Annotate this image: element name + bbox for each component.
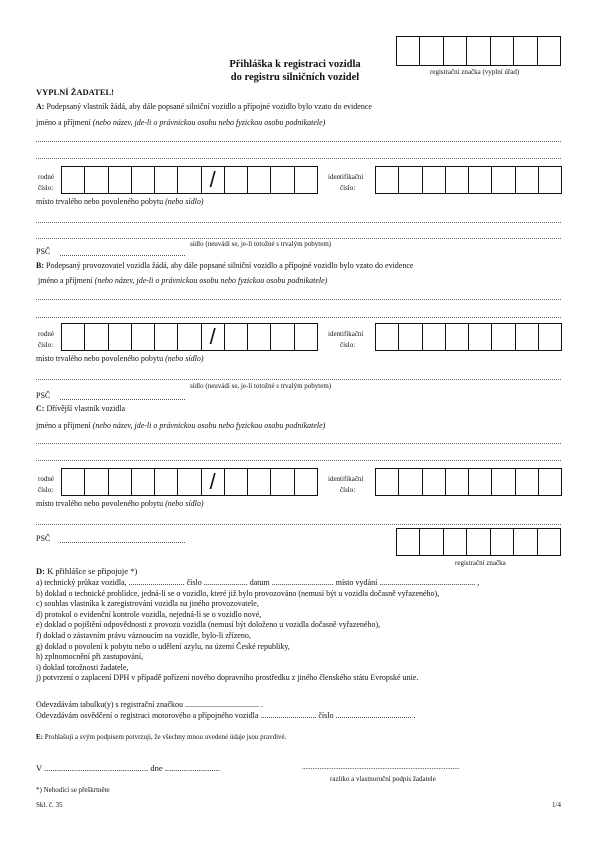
- slash-separator: /: [209, 324, 216, 349]
- section-b-address-line-1[interactable]: [36, 379, 561, 380]
- plate-cell[interactable]: [491, 37, 514, 65]
- digit-cell[interactable]: [469, 324, 492, 350]
- digit-cell[interactable]: [155, 324, 178, 350]
- section-b-address-label: [36, 354, 204, 363]
- digit-cell[interactable]: [539, 167, 561, 193]
- section-b-name-label: [38, 276, 327, 285]
- birth-label-line1: rodné: [38, 173, 54, 181]
- digit-cell[interactable]: [225, 469, 248, 495]
- address-note: (nebo sídlo): [165, 354, 204, 363]
- section-a-letter: A:: [36, 102, 45, 111]
- section-c-address-line-1[interactable]: [36, 524, 561, 525]
- digit-cell[interactable]: [85, 469, 108, 495]
- digit-cell[interactable]: [423, 324, 446, 350]
- section-c-birth-number-boxes[interactable]: [61, 468, 318, 496]
- digit-cell[interactable]: [492, 469, 515, 495]
- digit-cell[interactable]: [399, 469, 422, 495]
- section-c-letter: C:: [36, 404, 45, 413]
- digit-cell[interactable]: [446, 167, 469, 193]
- address-label: místo trvalého nebo povoleného pobytu: [36, 197, 164, 206]
- section-c-address-label: [36, 499, 204, 508]
- digit-cell[interactable]: [62, 167, 85, 193]
- plate-cell[interactable]: [467, 529, 490, 555]
- digit-cell[interactable]: [516, 469, 539, 495]
- section-e-declaration: [36, 733, 286, 741]
- birth-label-line2: číslo:: [38, 184, 54, 192]
- section-a-intro-text: Podepsaný vlastník žádá, aby dále popsané silniční vozidlo a přípojné vozidlo bylo vzato do evidence: [46, 102, 372, 111]
- slash-separator: /: [209, 167, 216, 192]
- registration-plate-boxes-top[interactable]: [396, 36, 561, 66]
- section-b-id-number-boxes[interactable]: [375, 323, 562, 351]
- digit-cell[interactable]: [376, 167, 399, 193]
- section-a-birth-number-boxes[interactable]: [61, 166, 318, 194]
- digit-cell[interactable]: [492, 324, 515, 350]
- name-label: jméno a příjmení: [36, 421, 91, 430]
- digit-cell[interactable]: [132, 469, 155, 495]
- applicant-fill-notice: VYPLNÍ ŽADATEL!: [36, 87, 115, 97]
- digit-cell[interactable]: [539, 469, 561, 495]
- digit-cell[interactable]: [271, 167, 294, 193]
- birth-label-line2: číslo:: [38, 486, 54, 494]
- plate-cell[interactable]: [538, 529, 560, 555]
- digit-cell[interactable]: [295, 324, 317, 350]
- id-label-line1: identifikační: [328, 330, 364, 338]
- slash-cell: [202, 324, 225, 350]
- attachment-item-g[interactable]: g) doklad o povolení k pobytu nebo o udělení azylu, na území České republiky,: [36, 641, 290, 651]
- section-d-heading: [36, 566, 137, 576]
- digit-cell[interactable]: [109, 469, 132, 495]
- section-a-name-line-2[interactable]: [36, 158, 561, 159]
- birth-number-label: [38, 474, 54, 496]
- address-label: místo trvalého nebo povoleného pobytu: [36, 354, 164, 363]
- attachment-item-i[interactable]: i) doklad totožnosti žadatele,: [36, 662, 129, 672]
- id-number-label: [328, 474, 363, 496]
- digit-cell[interactable]: [295, 167, 317, 193]
- section-b-letter: B:: [36, 261, 44, 270]
- digit-cell[interactable]: [248, 469, 271, 495]
- registration-plate-boxes-previous[interactable]: [396, 528, 561, 556]
- section-a-psc-label: PSČ: [36, 247, 51, 256]
- id-label-line2: číslo:: [340, 486, 356, 494]
- plate-cell[interactable]: [514, 529, 537, 555]
- digit-cell[interactable]: [271, 324, 294, 350]
- registration-plate-label-previous: registrační značka: [455, 559, 506, 567]
- id-label-line2: číslo:: [340, 341, 356, 349]
- digit-cell[interactable]: [178, 167, 201, 193]
- registration-plate-label: registrační značka (vyplní úřad): [430, 68, 520, 76]
- digit-cell[interactable]: [178, 324, 201, 350]
- plate-cell[interactable]: [420, 37, 443, 65]
- slash-cell: [202, 167, 225, 193]
- name-label: jméno a příjmení: [38, 276, 93, 285]
- section-b-seat-note: sídlo (neuvádí se, je-li totožné s trvalým pobytem): [190, 382, 332, 390]
- plate-cell[interactable]: [397, 529, 420, 555]
- attachment-item-h[interactable]: h) zplnomocnění při zastupování,: [36, 652, 144, 662]
- page-number: 1/4: [552, 801, 561, 809]
- digit-cell[interactable]: [132, 324, 155, 350]
- birth-label-line2: číslo:: [38, 341, 54, 349]
- id-number-label: [328, 329, 363, 351]
- digit-cell[interactable]: [399, 324, 422, 350]
- digit-cell[interactable]: [492, 167, 515, 193]
- slash-separator: /: [209, 469, 216, 494]
- attachment-item-f[interactable]: f) doklad o zástavním právu váznoucím na vozidle, bylo-li zřízeno,: [36, 630, 251, 640]
- place-and-date-field[interactable]: V ................................................. dne ..........................: [36, 763, 221, 773]
- plate-cell[interactable]: [420, 529, 443, 555]
- digit-cell[interactable]: [516, 167, 539, 193]
- birth-label-line1: rodné: [38, 330, 54, 338]
- plate-cell[interactable]: [514, 37, 537, 65]
- id-number-label: [328, 172, 363, 194]
- digit-cell[interactable]: [295, 469, 317, 495]
- plate-cell[interactable]: [444, 529, 467, 555]
- digit-cell[interactable]: [225, 324, 248, 350]
- section-b-intro: [36, 261, 413, 270]
- section-a-address-label: [36, 197, 204, 206]
- attachment-item-j[interactable]: j) potvrzení o zaplacení DPH v případě pořízení nového dopravního prostředku z jiného členského státu Evropské unie.: [36, 673, 419, 683]
- address-label: místo trvalého nebo povoleného pobytu: [36, 499, 164, 508]
- attachment-item-e[interactable]: e) doklad o pojištění odpovědnosti z provozu vozidla (nemusí být doloženo u vozidla dočasně vyřazeného),: [36, 620, 381, 630]
- section-a-name-line-1[interactable]: [36, 141, 561, 142]
- plate-cell[interactable]: [538, 37, 560, 65]
- section-a-seat-note: sídlo (neuvádí se, je-li totožné s trvalým pobytem): [190, 240, 332, 248]
- section-b-psc-field[interactable]: [60, 399, 185, 400]
- digit-cell[interactable]: [423, 167, 446, 193]
- plate-cell[interactable]: [397, 37, 420, 65]
- signature-line[interactable]: ..........................................................................................: [302, 763, 460, 771]
- plate-cell[interactable]: [467, 37, 490, 65]
- name-note: (nebo název, jde-li o právnickou osobu nebo fyzickou osobu podnikatele): [92, 421, 326, 430]
- name-note: (nebo název, jde-li o právnickou osobu nebo fyzickou osobu podnikatele): [94, 276, 328, 285]
- id-label-line1: identifikační: [328, 173, 364, 181]
- attachment-item-b[interactable]: b) doklad o technické prohlídce, jedná-li se o vozidlo, které již bylo provozováno (nemusí být u vozidla dočasně vyřazeného),: [36, 588, 440, 598]
- id-label-line1: identifikační: [328, 475, 364, 483]
- section-b-name-line-2[interactable]: [36, 317, 561, 318]
- digit-cell[interactable]: [469, 469, 492, 495]
- id-label-line2: číslo:: [340, 184, 356, 192]
- section-a-name-label: [36, 118, 325, 127]
- section-c-psc-label: PSČ: [36, 534, 51, 543]
- digit-cell[interactable]: [248, 167, 271, 193]
- address-note: (nebo sídlo): [165, 499, 204, 508]
- digit-cell[interactable]: [225, 167, 248, 193]
- section-a-address-line-2[interactable]: [36, 238, 561, 239]
- form-subtitle: do registru silničních vozidel: [230, 72, 360, 83]
- certificate-returned-line[interactable]: Odevzdávám osvědčení o registraci motorového a přípojného vozidla ............................ číslo ...................................... .: [36, 711, 416, 720]
- digit-cell[interactable]: [62, 469, 85, 495]
- section-e-text: Prohlašuji a svým podpisem potvrzuji, že všechny mnou uvedené údaje jsou pravdivé.: [44, 733, 287, 741]
- digit-cell[interactable]: [539, 324, 561, 350]
- digit-cell[interactable]: [446, 469, 469, 495]
- plate-cell[interactable]: [444, 37, 467, 65]
- address-note: (nebo sídlo): [165, 197, 204, 206]
- section-b-birth-number-boxes[interactable]: [61, 323, 318, 351]
- digit-cell[interactable]: [469, 167, 492, 193]
- name-note: (nebo název, jde-li o právnickou osobu nebo fyzickou osobu podnikatele): [92, 118, 326, 127]
- digit-cell[interactable]: [516, 324, 539, 350]
- birth-number-label: [38, 172, 54, 194]
- digit-cell[interactable]: [155, 167, 178, 193]
- section-d-letter: D:: [36, 566, 45, 576]
- digit-cell[interactable]: [376, 324, 399, 350]
- form-number: Skl. č. 35: [36, 801, 63, 809]
- section-a-psc-field[interactable]: [60, 255, 185, 256]
- attachment-item-a[interactable]: a) technický průkaz vozidla, ............................ číslo ...................... datum ............................... místo vydání ................................................ ,: [36, 578, 480, 587]
- section-c-name-line-1[interactable]: [36, 443, 561, 444]
- attachment-item-d[interactable]: d) protokol o evidenční kontrole vozidla, nejedná-li se o vozidlo nové,: [36, 609, 262, 619]
- digit-cell[interactable]: [271, 469, 294, 495]
- digit-cell[interactable]: [155, 469, 178, 495]
- section-c-name-line-2[interactable]: [36, 460, 561, 461]
- section-c-intro-text: Dřívější vlastník vozidla: [46, 404, 126, 413]
- digit-cell[interactable]: [248, 324, 271, 350]
- plates-returned-line[interactable]: Odevzdávám tabulku(y) s registrační značkou ..................................... .: [36, 700, 264, 709]
- digit-cell[interactable]: [376, 469, 399, 495]
- digit-cell[interactable]: [446, 324, 469, 350]
- section-b-psc-label: PSČ: [36, 391, 51, 400]
- section-d-heading-text: K přihlášce se připojuje *): [47, 566, 138, 576]
- digit-cell[interactable]: [62, 324, 85, 350]
- section-b-name-line-1[interactable]: [36, 299, 561, 300]
- section-a-intro: [36, 102, 372, 111]
- section-b-intro-text: Podepsaný provozovatel vozidla žádá, aby dále popsané silniční vozidlo a přípojné vozidlo bylo vzato do evidence: [46, 261, 414, 270]
- section-c-id-number-boxes[interactable]: [375, 468, 562, 496]
- digit-cell[interactable]: [85, 324, 108, 350]
- slash-cell: [202, 469, 225, 495]
- section-e-letter: E:: [36, 733, 43, 741]
- attachments-list: [36, 578, 479, 684]
- section-a-address-line-1[interactable]: [36, 222, 561, 223]
- digit-cell[interactable]: [423, 469, 446, 495]
- section-c-psc-field[interactable]: [60, 542, 185, 543]
- section-c-name-label: [36, 421, 325, 430]
- signature-label: razítko a vlastnoruční podpis žadatele: [330, 775, 436, 783]
- form-title: Přihláška k registraci vozidla: [229, 59, 361, 70]
- birth-label-line1: rodné: [38, 475, 54, 483]
- digit-cell[interactable]: [132, 167, 155, 193]
- digit-cell[interactable]: [178, 469, 201, 495]
- attachment-item-c[interactable]: c) souhlas vlastníka k zaregistrování vozidla na jiného provozovatele,: [36, 599, 259, 609]
- footnote: *) Nehodící se přeškrtněte: [36, 786, 110, 794]
- section-c-intro: [36, 404, 125, 413]
- digit-cell[interactable]: [85, 167, 108, 193]
- plate-cell[interactable]: [491, 529, 514, 555]
- digit-cell[interactable]: [109, 324, 132, 350]
- name-label: jméno a příjmení: [36, 118, 91, 127]
- birth-number-label: [38, 329, 54, 351]
- section-a-id-number-boxes[interactable]: [375, 166, 562, 194]
- digit-cell[interactable]: [399, 167, 422, 193]
- digit-cell[interactable]: [109, 167, 132, 193]
